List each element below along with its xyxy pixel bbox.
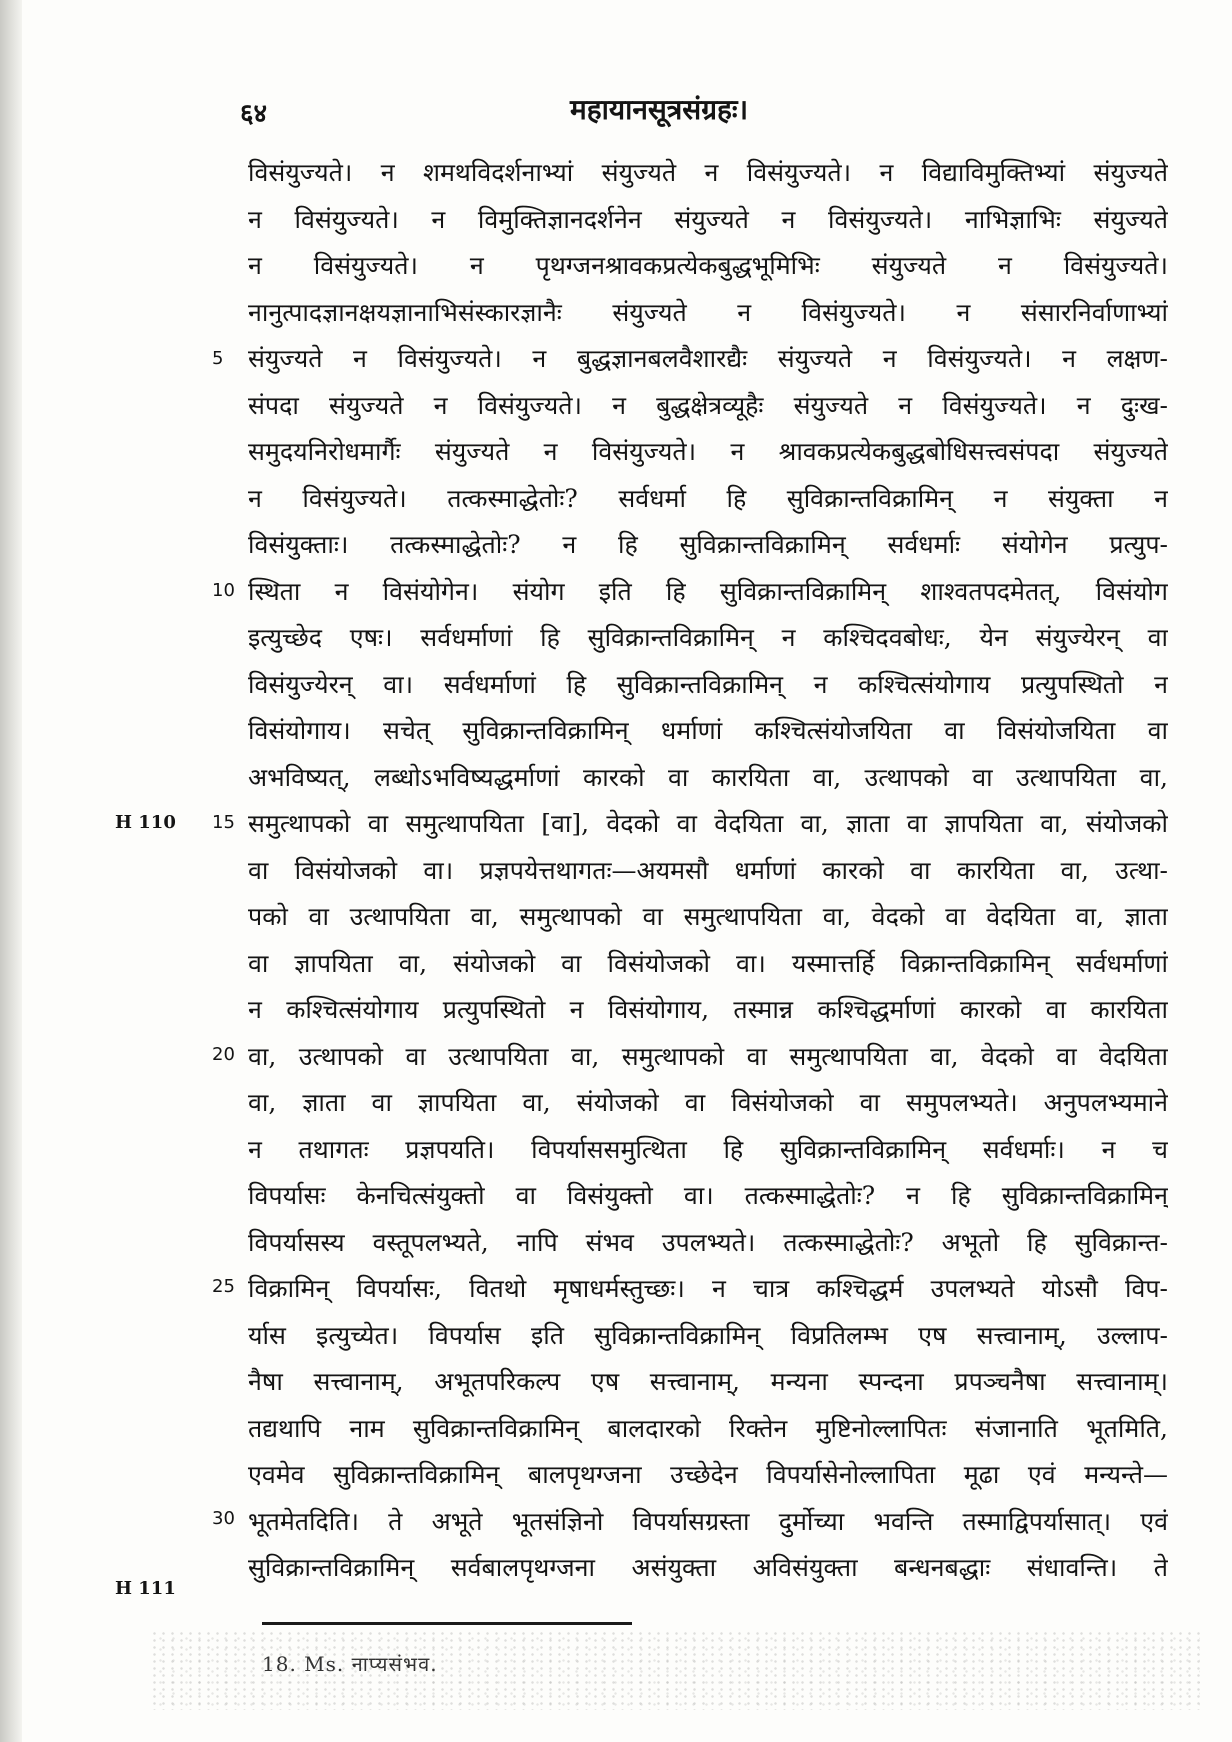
text-line: संपदा संयुज्यते न विसंयुज्यते। न बुद्धक्षेत्रव्यूहैः संयुज्यते न विसंयुज्यते। न दुःख- [248,390,1168,420]
text-line: समुत्थापको वा समुत्थापयिता [वा], वेदको वा वेदयिता वा, ज्ञाता वा ज्ञापयिता वा, संयोजको [248,809,1168,838]
text-line: भूतमेतदिति। ते अभूते भूतसंज्ञिनो विपर्यासग्रस्ता दुर्मोच्या भवन्ति तस्माद्विपर्यासात्। एवं [248,1506,1168,1536]
footnote: 18. Ms. नाप्यसंभव. [262,1652,438,1676]
page-number: ६४ [240,99,268,129]
text-line: इत्युच्छेद एषः। सर्वधर्माणां हि सुविक्रान्तविक्रामिन् न कश्चिदवबोधः, येन संयुज्येरन् वा [248,623,1168,652]
line-number-20: 20 [212,1044,235,1065]
text-line: संयुज्यते न विसंयुज्यते। न बुद्धज्ञानबलवैशारद्यैः संयुज्यते न विसंयुज्यते। न लक्षण- [248,344,1168,373]
text-line: अभविष्यत्, लब्धोऽभविष्यद्धर्माणां कारको वा कारयिता वा, उत्थापको वा उत्थापयिता वा, [248,762,1168,792]
text-line: विक्रामिन् विपर्यासः, वितथो मृषाधर्मस्तुच्छः। न चात्र कश्चिद्धर्म उपलभ्यते योऽसौ विप- [248,1274,1168,1303]
margin-ref-h110: H 110 [115,812,176,833]
body-text [248,150,1168,1592]
text-line: सुविक्रान्तविक्रामिन् सर्वबालपृथग्जना असंयुक्ता अविसंयुक्ता बन्धनबद्धाः संधावन्ति। ते [248,1553,1168,1582]
text-line: एवमेव सुविक्रान्तविक्रामिन् बालपृथग्जना उच्छेदेन विपर्यासेनोल्लापिता मूढा एवं मन्यन्ते— [248,1460,1168,1489]
text-line: न कश्चित्संयोगाय प्रत्युपस्थितो न विसंयोगाय, तस्मान्न कश्चिद्धर्माणां कारको वा कारयिता [248,995,1168,1024]
line-number-15: 15 [212,812,235,833]
text-line: पको वा उत्थापयिता वा, समुत्थापको वा समुत्थापयिता वा, वेदको वा वेदयिता वा, ज्ञाता [248,902,1168,931]
text-line: वा, उत्थापको वा उत्थापयिता वा, समुत्थापको वा समुत्थापयिता वा, वेदको वा वेदयिता [248,1041,1168,1071]
running-title: महायानसूत्रसंग्रहः। [570,93,749,126]
page-edge-shadow [0,0,22,1742]
line-number-25: 25 [212,1276,235,1297]
text-line: विसंयुज्येरन् वा। सर्वधर्माणां हि सुविक्रान्तविक्रामिन् न कश्चित्संयोगाय प्रत्युपस्थितो न [248,669,1168,699]
footnote-rule [262,1622,632,1625]
text-line: नैषा सत्त्वानाम्, अभूतपरिकल्प एष सत्त्वानाम्, मन्यना स्पन्दना प्रपञ्चनैषा सत्त्वानाम्। [248,1367,1168,1396]
text-line: वा विसंयोजको वा। प्रज्ञपयेत्तथागतः—अयमसौ धर्माणां कारको वा कारयिता वा, उत्था- [248,855,1168,885]
text-line: विसंयोगाय। सचेत् सुविक्रान्तविक्रामिन् धर्माणां कश्चित्संयोजयिता वा विसंयोजयिता वा [248,716,1168,745]
text-line: न तथागतः प्रज्ञपयति। विपर्याससमुत्थिता हि सुविक्रान्तविक्रामिन् सर्वधर्माः। न च [248,1134,1168,1164]
text-line: न विसंयुज्यते। न पृथग्जनश्रावकप्रत्येकबुद्धभूमिभिः संयुज्यते न विसंयुज्यते। [248,251,1168,280]
text-line: विपर्यासस्य वस्तूपलभ्यते, नापि संभव उपलभ्यते। तत्कस्माद्धेतोः? अभूतो हि सुविक्रान्त- [248,1227,1168,1257]
margin-ref-h111: H 111 [115,1578,176,1599]
text-line: विसंयुक्ताः। तत्कस्माद्धेतोः? न हि सुविक्रान्तविक्रामिन् सर्वधर्माः संयोगेन प्रत्युप- [248,530,1168,559]
text-line: स्थिता न विसंयोगेन। संयोग इति हि सुविक्रान्तविक्रामिन् शाश्वतपदमेतत्, विसंयोग [248,576,1168,606]
text-line: विपर्यासः केनचित्संयुक्तो वा विसंयुक्तो वा। तत्कस्माद्धेतोः? न हि सुविक्रान्तविक्रामिन् [248,1181,1168,1210]
line-number-10: 10 [212,580,235,601]
line-number-30: 30 [212,1508,235,1529]
text-line: नानुत्पादज्ञानक्षयज्ञानाभिसंस्कारज्ञानैः संयुज्यते न विसंयुज्यते। न संसारनिर्वाणाभ्यां [248,297,1168,327]
text-line: तद्यथापि नाम सुविक्रान्तविक्रामिन् बालदारको रिक्तेन मुष्टिनोल्लापितः संजानाति भूतमिति, [248,1413,1168,1443]
line-number-5: 5 [212,348,224,369]
page-header [0,90,1232,140]
text-line: समुदयनिरोधमार्गैः संयुज्यते न विसंयुज्यते। न श्रावकप्रत्येकबुद्धबोधिसत्त्वसंपदा संयुज्यते [248,437,1168,466]
text-line: वा, ज्ञाता वा ज्ञापयिता वा, संयोजको वा विसंयोजको वा समुपलभ्यते। अनुपलभ्यमाने [248,1088,1168,1117]
text-line: विसंयुज्यते। न शमथविदर्शनाभ्यां संयुज्यते न विसंयुज्यते। न विद्याविमुक्तिभ्यां संयुज्यते [248,158,1168,187]
text-line: न विसंयुज्यते। तत्कस्माद्धेतोः? सर्वधर्मा हि सुविक्रान्तविक्रामिन् न संयुक्ता न [248,483,1168,513]
text-line: र्यास इत्युच्येत। विपर्यास इति सुविक्रान्तविक्रामिन् विप्रतिलम्भ एष सत्त्वानाम्, उल्लाप- [248,1320,1168,1350]
text-line: न विसंयुज्यते। न विमुक्तिज्ञानदर्शनेन संयुज्यते न विसंयुज्यते। नाभिज्ञाभिः संयुज्यते [248,204,1168,234]
text-line: वा ज्ञापयिता वा, संयोजको वा विसंयोजको वा। यस्मात्तर्हि विक्रान्तविक्रामिन् सर्वधर्माणां [248,948,1168,978]
